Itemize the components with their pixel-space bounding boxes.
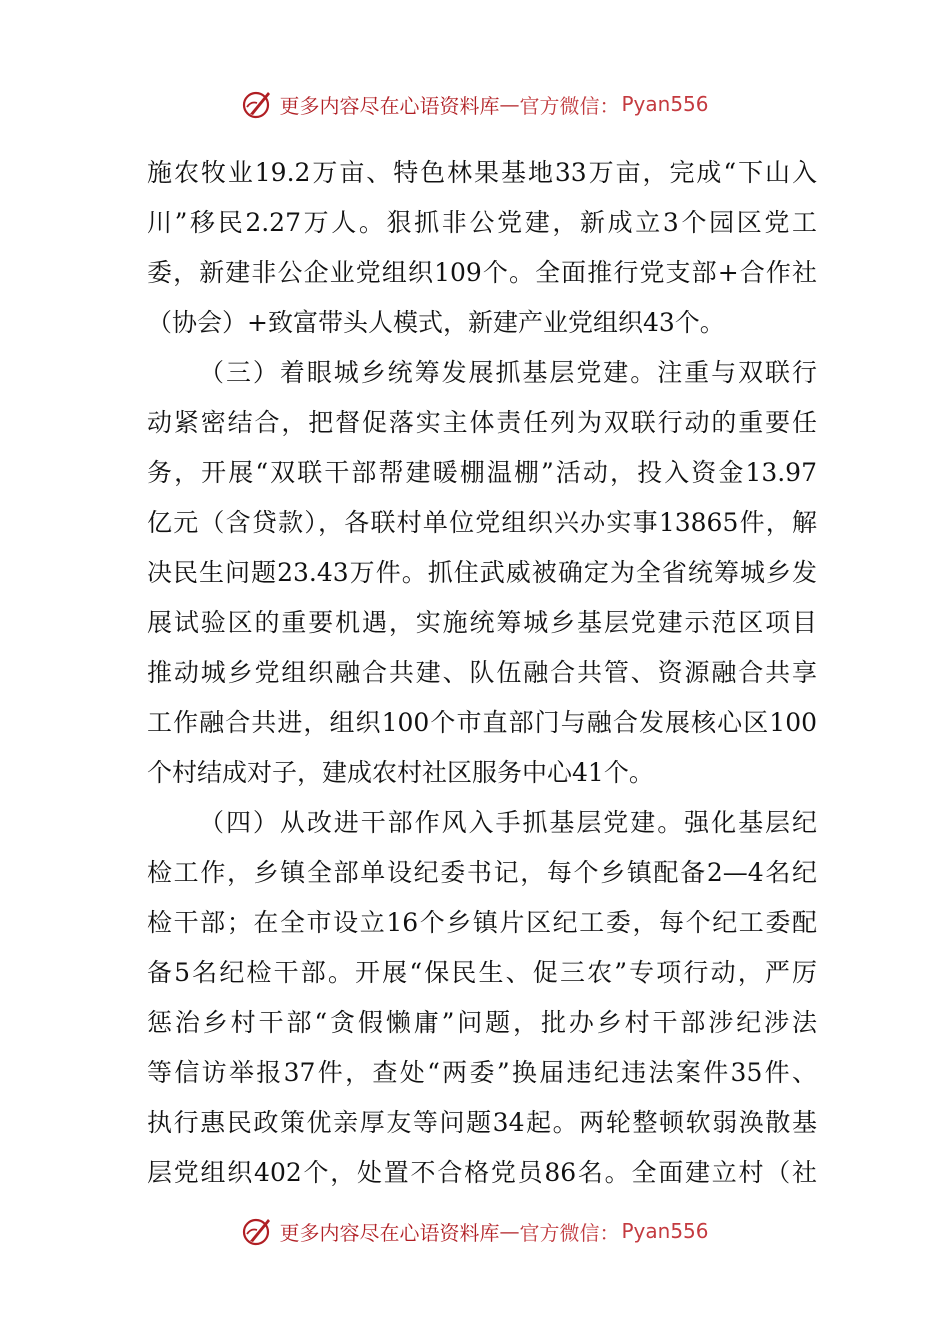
watermark-wechat-label: 官方微信： bbox=[519, 93, 620, 118]
quill-logo-icon bbox=[241, 1214, 275, 1248]
text-line: 务，开展“双联干部帮建暖棚温棚”活动，投入资金13.97 bbox=[147, 458, 817, 487]
watermark-wechat-id: Pyan556 bbox=[621, 92, 709, 116]
text-line: 等信访举报37件，查处“两委”换届违纪违法案件35件、 bbox=[147, 1058, 817, 1087]
watermark-wechat-id: Pyan556 bbox=[621, 1219, 709, 1243]
text-line: 委，新建非公企业党组织109个。全面推行党支部+合作社 bbox=[147, 258, 817, 287]
text-line: 检干部；在全市设立16个乡镇片区纪工委，每个纪工委配 bbox=[147, 908, 817, 937]
watermark-site-text: 更多内容尽在心语资料库 bbox=[279, 93, 500, 118]
text-line: 层党组织402个，处置不合格党员86名。全面建立村（社 bbox=[147, 1158, 817, 1187]
header-watermark bbox=[0, 86, 950, 122]
footer-watermark bbox=[0, 1213, 950, 1249]
text-line: （协会）+致富带头人模式，新建产业党组织43个。 bbox=[147, 308, 725, 337]
text-line: 检工作，乡镇全部单设纪委书记，每个乡镇配备2—4名纪 bbox=[147, 858, 817, 887]
text-line: 亿元（含贷款），各联村单位党组织兴办实事13865件，解 bbox=[147, 508, 817, 537]
text-line: 惩治乡村干部“贪假懒庸”问题，批办乡村干部涉纪涉法 bbox=[147, 1008, 817, 1037]
watermark-dash: — bbox=[499, 1219, 520, 1243]
watermark-wechat-label: 官方微信： bbox=[519, 1220, 620, 1245]
text-line: 展试验区的重要机遇，实施统筹城乡基层党建示范区项目 bbox=[147, 608, 817, 637]
text-line: 动紧密结合，把督促落实主体责任列为双联行动的重要任 bbox=[147, 408, 817, 437]
text-line: 川”移民2.27万人。狠抓非公党建，新成立3个园区党工 bbox=[147, 208, 817, 237]
text-line: 施农牧业19.2万亩、特色林果基地33万亩，完成“下山入 bbox=[147, 158, 817, 187]
section-heading-line: （四）从改进干部作风入手抓基层党建。强化基层纪 bbox=[199, 808, 817, 837]
text-line: 推动城乡党组织融合共建、队伍融合共管、资源融合共享 bbox=[147, 658, 817, 687]
text-line: 备5名纪检干部。开展“保民生、促三农”专项行动，严厉 bbox=[147, 958, 817, 987]
watermark-dash: — bbox=[499, 92, 520, 116]
text-line: 工作融合共进，组织100个市直部门与融合发展核心区100 bbox=[147, 708, 817, 737]
watermark-site-text: 更多内容尽在心语资料库 bbox=[279, 1220, 500, 1245]
text-line: 决民生问题23.43万件。抓住武威被确定为全省统筹城乡发 bbox=[147, 558, 817, 587]
text-line: 执行惠民政策优亲厚友等问题34起。两轮整顿软弱涣散基 bbox=[147, 1108, 817, 1137]
quill-logo-icon bbox=[241, 87, 275, 121]
text-line: 个村结成对子，建成农村社区服务中心41个。 bbox=[147, 758, 654, 787]
section-heading-line: （三）着眼城乡统筹发展抓基层党建。注重与双联行 bbox=[199, 358, 817, 387]
document-body bbox=[147, 148, 817, 1198]
